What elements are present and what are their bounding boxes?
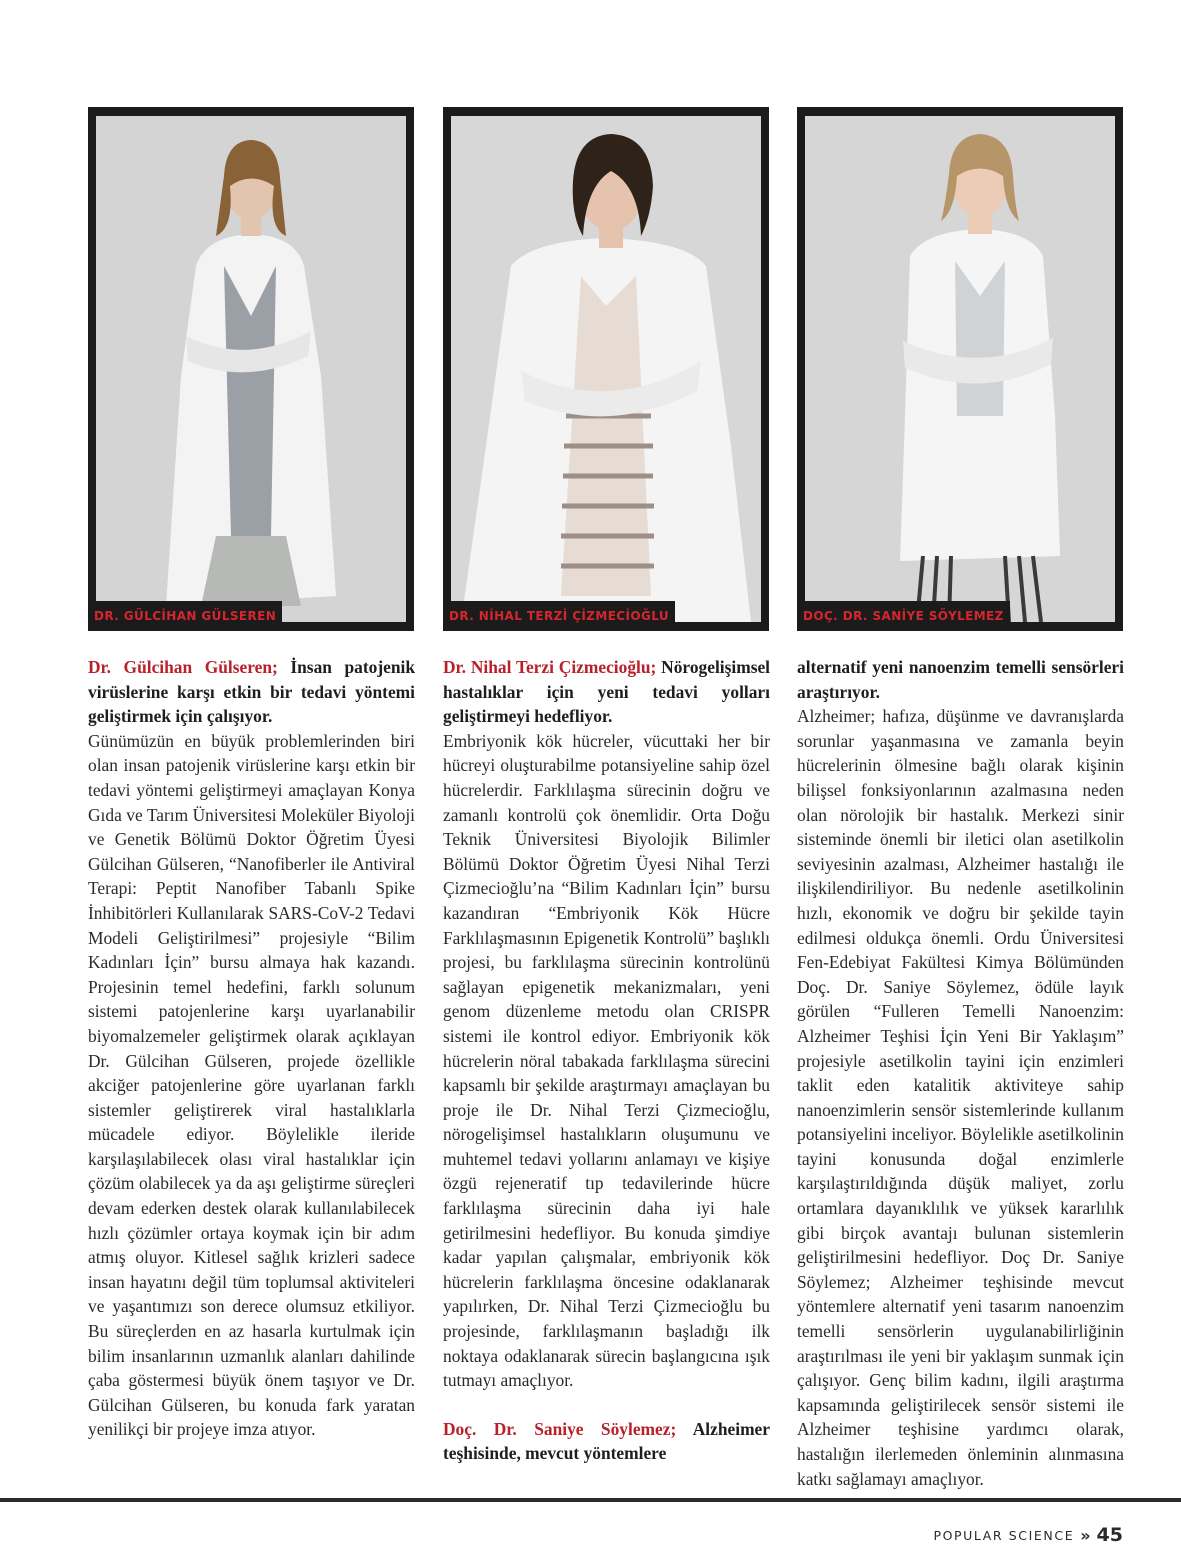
page-number: 45 (1096, 1524, 1123, 1546)
article-lead (88, 655, 415, 729)
article-body: Günümüzün en büyük problemlerinden biri olan insan patojenik virüslerine karşı etkin bir tedavi yöntemi geliştirmeyi amaçlayan Konya Gıda ve Tarım Üniversitesi Moleküler Biyoloji ve Genetik Bölümü Doktor Öğretim Üyesi Gülcihan Gülseren, “Nanofiberler ile Antiviral Terapi: Peptit Nanofiber Tabanlı Spike İnhibitörleri Kullanılarak SARS-CoV-2 Tedavi Modeli Geliştirilmesi” projesiyle “Bilim Kadınları İçin” bursu almaya hak kazandı. Projesinin temel hedefini, farklı solunum sistemi patojenlerine karşı uyarlanabilir biyomalzemeler geliştirmek olarak açıklayan Dr. Gülcihan Gülseren, projede özellikle akciğer patojenlerine göre uyarlanan farklı sistemler geliştirerek viral hastalıklarla mücadele ediyor. Böylelikle ileride karşılaşılabilecek olası viral hastalıklar için çözüm olabilecek ya da aşı geliştirme süreçleri devam ederken destek olarak kullanılabilecek hızlı çözümler ortaya koymak için bir adım atmış oluyor. Kitlesel sağlık krizleri sadece insan hayatını değil tüm toplumsal aktiviteleri ve yaşantımızı son derece olumsuz etkiliyor. Bu süreçlerden en az hasarla kurtulmak için bilim insanlarının uzmanlık alanları dahilinde çaba göstermesi büyük önem taşıyor ve Dr. Gülcihan Gülseren, bu konuda fark yaratan yenilikçi bir projeye imza atıyor. (88, 730, 415, 1440)
article-body: Alzheimer; hafıza, düşünme ve davranışlarda sorunlar yaşanmasına ve zamanla beyin hücrelerinin ölmesine bağlı olarak kişinin bilişsel fonksiyonlarının azalmasına neden olan nörolojik bir hastalık. Merkezi sinir sisteminde önemli bir iletici olan asetilkolin seviyesinin azalması, Alzheimer hastalığı ile ilişkilendiriliyor. Bu nedenle asetilkolinin hızlı, ekonomik ve doğru bir şekilde tayin edilmesi oldukça önemli. Ordu Üniversitesi Fen-Edebiyat Fakültesi Kimya Bölümünden Doç. Dr. Saniye Söylemez, ödüle layık görülen “Fulleren Temelli Nanoenzim: Alzheimer Teşhisi İçin Yeni Bir Yaklaşım” projesiyle asetilkolin tayini için enzimleri taklit eden katalitik aktiviteye sahip nanoenzimlerin sensör sistemlerinde kullanım potansiyelini inceliyor. Böylelikle asetilkolinin tayini konusunda doğal enzimlerle karşılaştırıldığında düşük maliyet, zorlu ortamlara dayanıklılık ve yüksek kararlılık gibi birçok avantajı bulunan sistemlerin geliştirilmesini hedefliyor. Doç Dr. Saniye Söylemez; Alzheimer teşhisinde mevcut yöntemlere alternatif yeni tasarım nanoenzim temelli sensörlerin uygulanabilirliğinin araştırılması ile yeni bir yaklaşım sunmak için çalışıyor. Genç bilim kadını, ilgili araştırma kapsamında geliştirilecek sensör sistemi ile Alzheimer teşhisine yardımcı olarak, hastalığın ilerlemeden önleminin alınmasına katkı sağlamayı amaçlıyor. (797, 706, 1124, 1489)
article-column-2 (443, 655, 770, 1466)
article-column-1 (88, 655, 415, 1442)
footer-rule (0, 1498, 1181, 1502)
double-chevron-icon: » (1080, 1525, 1091, 1545)
portrait-illustration (451, 116, 761, 622)
portrait-image (96, 116, 406, 622)
portrait-image (805, 116, 1115, 622)
article-column-3 (797, 655, 1124, 1491)
portrait-illustration (805, 116, 1115, 622)
portrait-image (451, 116, 761, 622)
magazine-name: POPULAR SCIENCE (933, 1527, 1075, 1543)
photo-nihal-terzi-cizmecioglu (443, 107, 769, 631)
portrait-illustration (96, 116, 406, 622)
photo-saniye-soylemez (797, 107, 1123, 631)
lead-text: Nörogelişimsel hastalıklar için yeni tedavi yolları geliştirmeyi hedefliyor. (443, 657, 771, 727)
photo-gulcihan-gulseren (88, 107, 414, 631)
photo-caption: DR. NİHAL TERZİ ÇİZMECİOĞLU (443, 601, 675, 631)
article-lead (443, 655, 770, 729)
paragraph-gap (443, 1393, 770, 1417)
researcher-name: Dr. Gülcihan Gülseren; (88, 657, 278, 677)
photo-caption: DOÇ. DR. SANİYE SÖYLEMEZ (797, 601, 1010, 631)
researcher-name: Doç. Dr. Saniye Söylemez; (443, 1418, 677, 1439)
article-body: Embriyonik kök hücreler, vücuttaki her bir hücreyi oluşturabilme potansiyeline sahip özel hücrelerdir. Farklılaşma sürecinin doğru ve zamanlı kontrolü çok önemlidir. Orta Doğu Teknik Üniversitesi Biyolojik Bilimler Bölümü Doktor Öğretim Üyesi Nihal Terzi Çizmecioğlu’na “Bilim Kadınları İçin” bursu kazandıran “Embriyonik Kök Hücre Farklılaşmasının Epigenetik Kontrolü” başlıklı projesi, bu farklılaşma sürecinin kontrolünü sağlayan epigenetik mekanizmaları, yeni genom düzenleme metodu olan CRISPR sistemi ile kontrol ediyor. Embriyonik kök hücrelerin nöral tabakada farklılaşma sürecini kapsamlı bir şekilde araştırmayı amaçlayan bu proje ile Dr. Nihal Terzi Çizmecioğlu, nörogelişimsel hastalıkların oluşumunu ve muhtemel tedavi yollarını anlamayı ve kişiye özgü rejeneratif tıp tedavilerinde hücre farklılaşma sürecinin daha iyi hale getirilmesini hedefliyor. Bu konuda şimdiye kadar yapılan çalışmalar, embriyonik kök hücrelerin farklılaşma öncesine odaklanarak yapılırken, Dr. Nihal Terzi Çizmecioğlu bu projesinde, farklılaşmanın başladığı ilk noktaya odaklanarak sürecin başlangıcına ışık tutmayı amaçlıyor. (443, 730, 770, 1391)
article-lead-continued: alternatif yeni nanoenzim temelli sensörleri araştırıyor. (797, 657, 1124, 702)
photo-caption: DR. GÜLCİHAN GÜLSEREN (88, 601, 282, 631)
researcher-name: Dr. Nihal Terzi Çizmecioğlu; (443, 657, 657, 677)
lead-text: İnsan patojenik virüslerine karşı etkin bir tedavi yöntemi geliştirmek için çalışıyor. (88, 657, 416, 727)
lead-text: Alzheimer teşhisinde, mevcut yöntemlere (443, 1418, 770, 1464)
page-footer (933, 1521, 1123, 1549)
article-lead (443, 1417, 770, 1466)
